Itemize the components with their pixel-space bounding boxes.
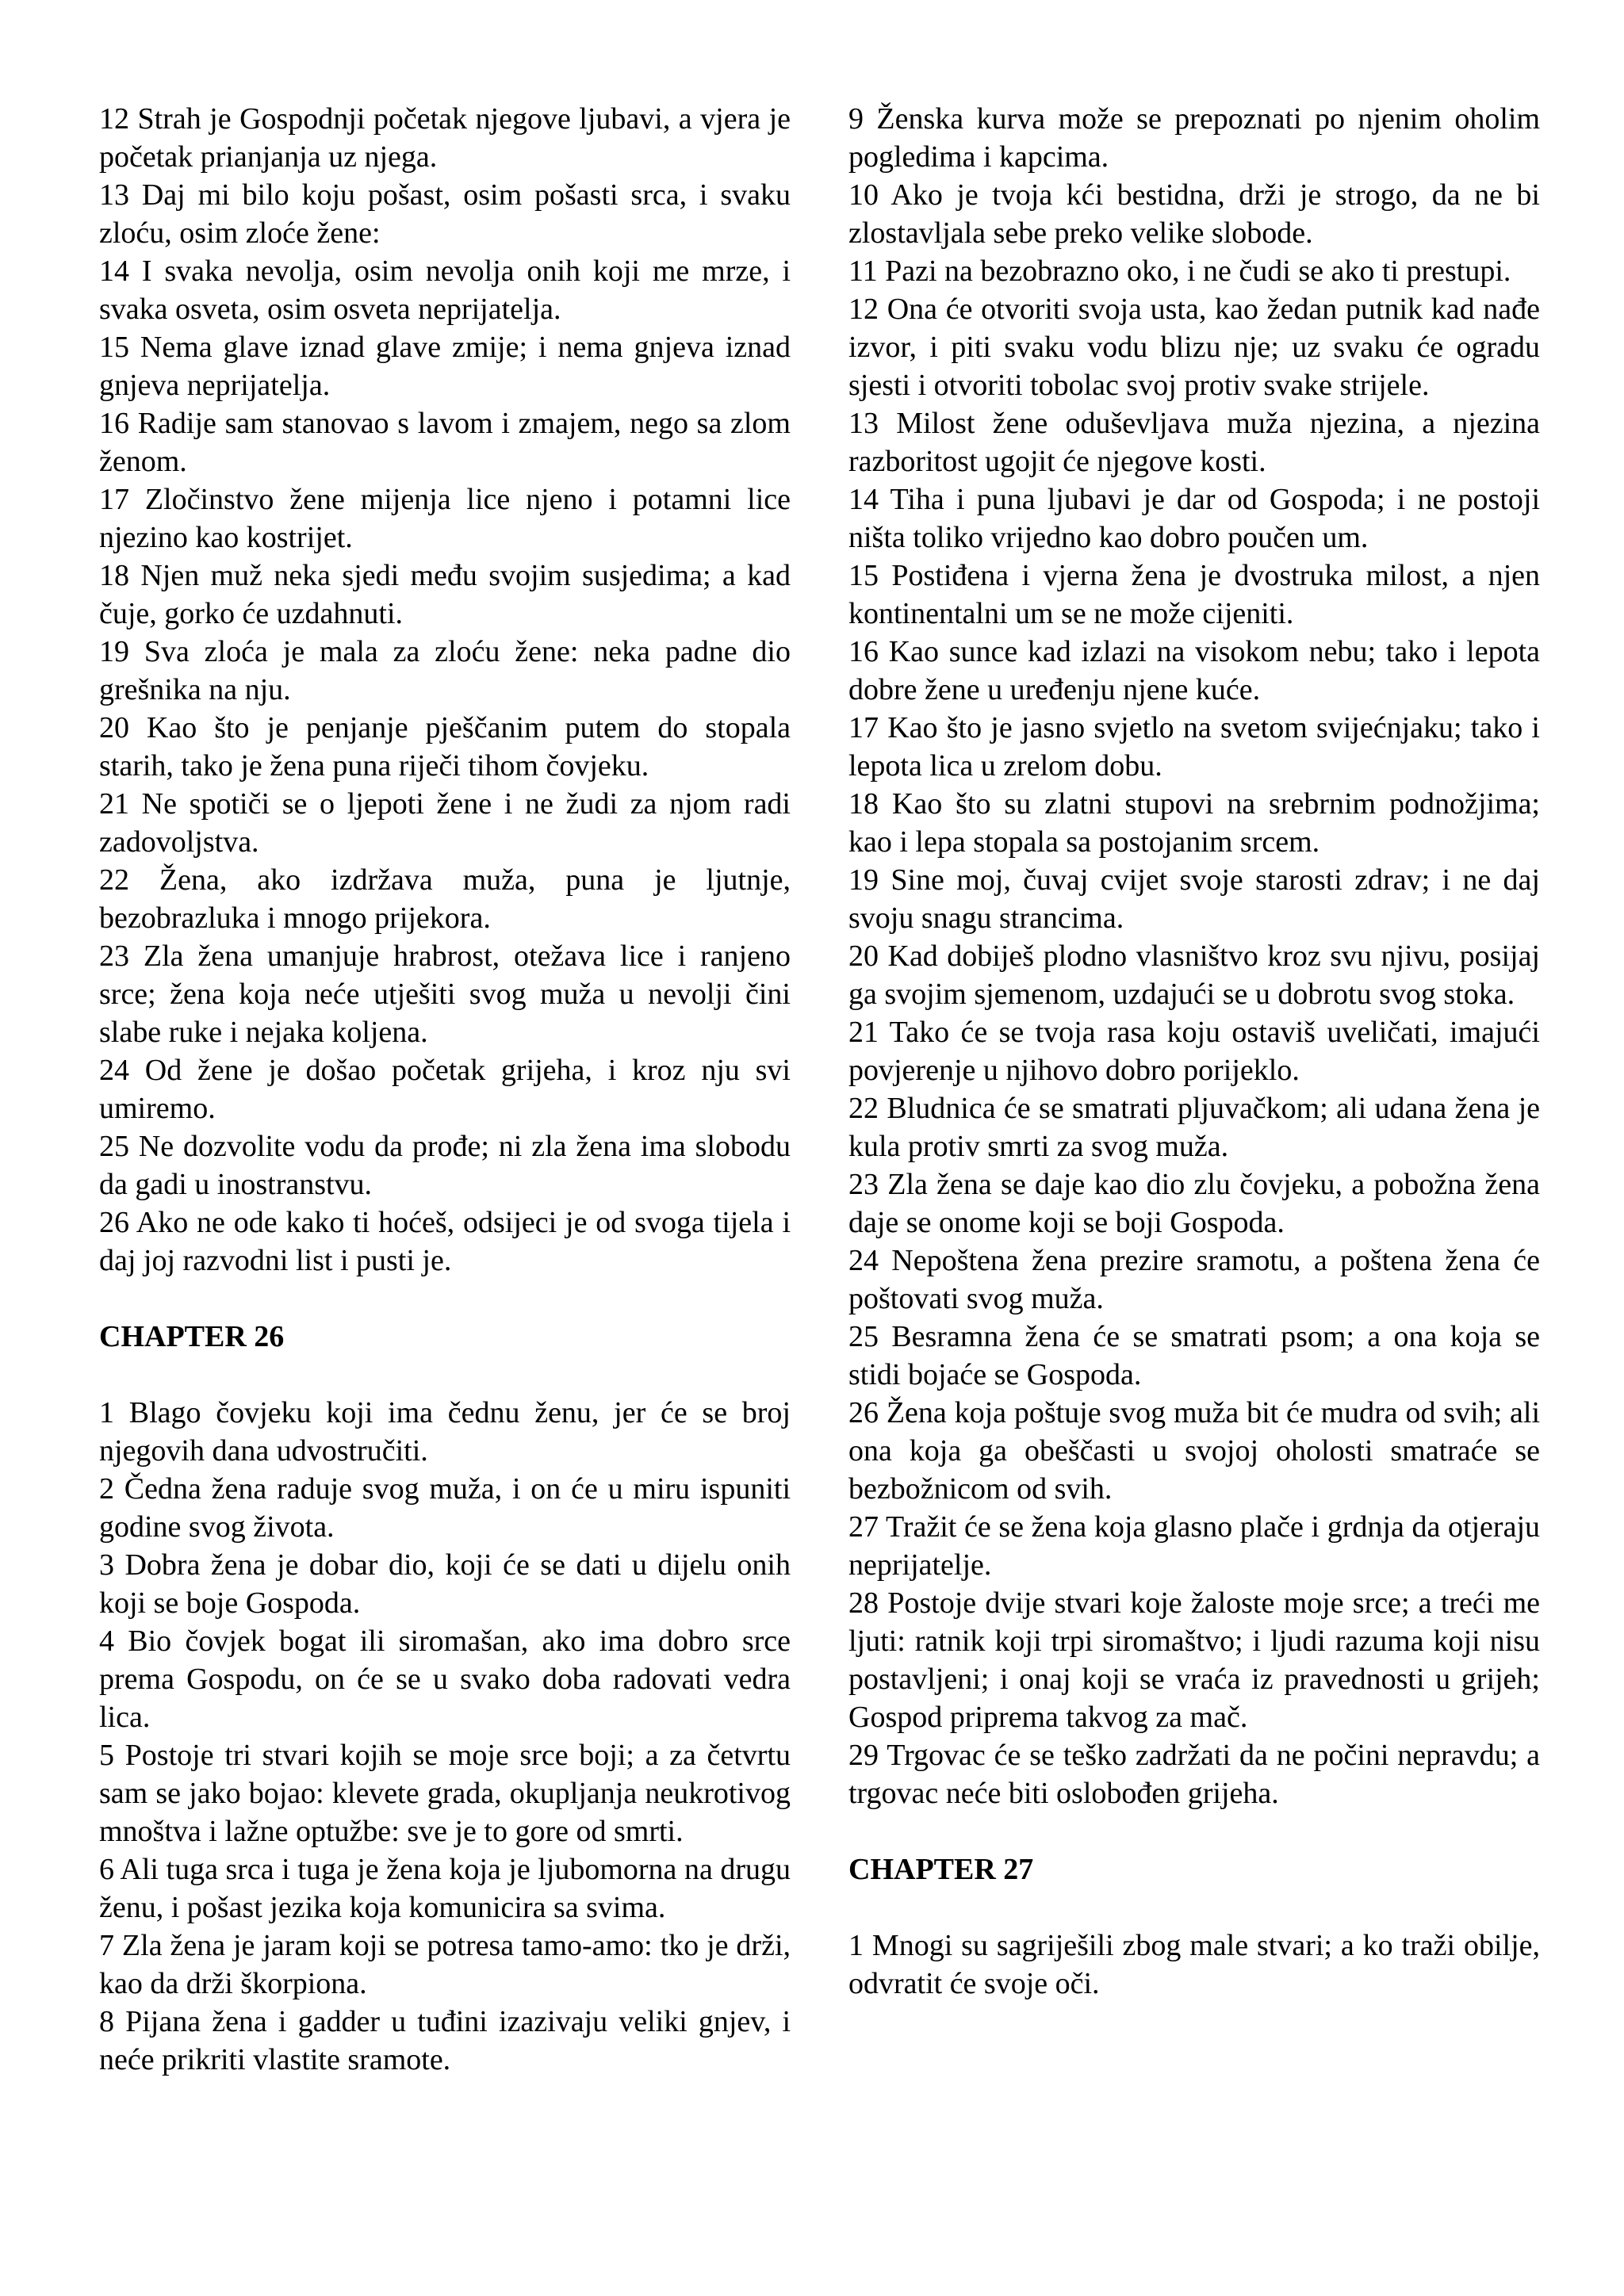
left-column <box>99 100 791 2079</box>
verse: 5 Postoje tri stvari kojih se moje srce boji; a za četvrtu sam se jako bojao: klevete grada, okupljanja neukrotivog mnoštva i lažne optužbe: sve je to gore od smrti. <box>99 1739 791 1848</box>
left-verses-bottom <box>99 1394 791 2079</box>
verse: 19 Sine moj, čuvaj cvijet svoje starosti zdrav; i ne daj svoju snagu strancima. <box>848 863 1540 935</box>
verse: 21 Tako će se tvoja rasa koju ostaviš uveličati, imajući povjerenje u njihovo dobro porijeklo. <box>848 1016 1540 1087</box>
verse: 16 Kao sunce kad izlazi na visokom nebu; tako i lepota dobre žene u uređenju njene kuće. <box>848 635 1540 706</box>
verse: 17 Kao što je jasno svjetlo na svetom svijećnjaku; tako i lepota lica u zrelom dobu. <box>848 711 1540 783</box>
verse: 10 Ako je tvoja kći bestidna, drži je strogo, da ne bi zlostavljala sebe preko velike slobode. <box>848 178 1540 250</box>
verse: 26 Žena koja poštuje svog muža bit će mudra od svih; ali ona koja ga obeščasti u svojoj oholosti smatraće se bezbožnicom od svih. <box>848 1396 1540 1506</box>
verse: 21 Ne spotiči se o ljepoti žene i ne žudi za njom radi zadovoljstva. <box>99 787 791 859</box>
verse: 15 Postiđena i vjerna žena je dvostruka milost, a njen kontinentalni um se ne može cijeniti. <box>848 559 1540 630</box>
verse: 18 Njen muž neka sjedi među svojim susjedima; a kad čuje, gorko će uzdahnuti. <box>99 559 791 630</box>
verse: 12 Strah je Gospodnji početak njegove ljubavi, a vjera je početak prianjanja uz njega. <box>99 102 791 174</box>
verse: 16 Radije sam stanovao s lavom i zmajem, nego sa zlom ženom. <box>99 407 791 478</box>
verse: 18 Kao što su zlatni stupovi na srebrnim podnožjima; kao i lepa stopala sa postojanim srcem. <box>848 787 1540 859</box>
right-verses-bottom <box>848 1927 1540 2003</box>
verse: 23 Zla žena umanjuje hrabrost, otežava lice i ranjeno srce; žena koja neće utješiti svog muža u nevolji čini slabe ruke i nejaka koljena. <box>99 939 791 1049</box>
verse: 4 Bio čovjek bogat ili siromašan, ako ima dobro srce prema Gospodu, on će se u svako doba radovati vedra lica. <box>99 1624 791 1734</box>
verse: 29 Trgovac će se teško zadržati da ne počini nepravdu; a trgovac neće biti oslobođen grijeha. <box>848 1739 1540 1810</box>
verse: 9 Ženska kurva može se prepoznati po njenim oholim pogledima i kapcima. <box>848 102 1540 174</box>
spacer <box>99 1356 791 1394</box>
verse: 19 Sva zloća je mala za zloću žene: neka padne dio grešnika na nju. <box>99 635 791 706</box>
verse: 28 Postoje dvije stvari koje žaloste moje srce; a treći me ljuti: ratnik koji trpi siromaštvo; i ljudi razuma koji nisu postavljeni; i onaj koji se vraća iz pravednosti u grijeh; Gospod priprema takvog za mač. <box>848 1586 1540 1734</box>
verse: 22 Bludnica će se smatrati pljuvačkom; ali udana žena je kula protiv smrti za svog muža. <box>848 1092 1540 1163</box>
verse: 13 Daj mi bilo koju pošast, osim pošasti srca, i svaku zloću, osim zloće žene: <box>99 178 791 250</box>
verse: 15 Nema glave iznad glave zmije; i nema gnjeva iznad gnjeva neprijatelja. <box>99 331 791 402</box>
verse: 2 Čedna žena raduje svog muža, i on će u miru ispuniti godine svog života. <box>99 1472 791 1544</box>
verse: 13 Milost žene oduševljava muža njezina, a njezina razboritost ugojit će njegove kosti. <box>848 407 1540 478</box>
chapter-heading: CHAPTER 26 <box>99 1320 285 1353</box>
verse: 25 Ne dozvolite vodu da prođe; ni zla žena ima slobodu da gadi u inostranstvu. <box>99 1130 791 1201</box>
verse: 1 Blago čovjeku koji ima čednu ženu, jer će se broj njegovih dana udvostručiti. <box>99 1396 791 1468</box>
left-verses-top <box>99 100 791 1280</box>
verse: 11 Pazi na bezobrazno oko, i ne čudi se ako ti prestupi. <box>848 254 1511 288</box>
verse: 7 Zla žena je jaram koji se potresa tamo-amo: tko je drži, kao da drži škorpiona. <box>99 1929 791 2000</box>
verse: 22 Žena, ako izdržava muža, puna je ljutnje, bezobrazluka i mnogo prijekora. <box>99 863 791 935</box>
verse: 25 Besramna žena će se smatrati psom; a ona koja se stidi bojaće se Gospoda. <box>848 1320 1540 1391</box>
verse: 20 Kad dobiješ plodno vlasništvo kroz svu njivu, posijaj ga svojim sjemenom, uzdajući se u dobrotu svog stoka. <box>848 939 1540 1011</box>
chapter-heading: CHAPTER 27 <box>848 1853 1034 1886</box>
verse: 17 Zločinstvo žene mijenja lice njeno i potamni lice njezino kao kostrijet. <box>99 483 791 554</box>
verse: 27 Tražit će se žena koja glasno plače i grdnja da otjeraju neprijatelje. <box>848 1510 1540 1582</box>
right-column <box>848 100 1540 2003</box>
verse: 6 Ali tuga srca i tuga je žena koja je ljubomorna na drugu ženu, i pošast jezika koja komunicira sa svima. <box>99 1853 791 1924</box>
verse: 26 Ako ne ode kako ti hoćeš, odsijeci je od svoga tijela i daj joj razvodni list i pusti je. <box>99 1206 791 1277</box>
verse: 20 Kao što je penjanje pješčanim putem do stopala starih, tako je žena puna riječi tihom čovjeku. <box>99 711 791 783</box>
verse: 23 Zla žena se daje kao dio zlu čovjeku, a pobožna žena daje se onome koji se boji Gospoda. <box>848 1168 1540 1239</box>
verse: 12 Ona će otvoriti svoja usta, kao žedan putnik kad nađe izvor, i piti svaku vodu blizu nje; uz svaku će ogradu sjesti i otvoriti tobolac svoj protiv svake strijele. <box>848 293 1540 402</box>
verse: 8 Pijana žena i gadder u tuđini izazivaju veliki gnjev, i neće prikriti vlastite sramote. <box>99 2005 791 2076</box>
verse: 3 Dobra žena je dobar dio, koji će se dati u dijelu onih koji se boje Gospoda. <box>99 1548 791 1620</box>
verse: 1 Mnogi su sagriješili zbog male stvari; a ko traži obilje, odvratit će svoje oči. <box>848 1929 1540 2000</box>
verse: 14 I svaka nevolja, osim nevolja onih koji me mrze, i svaka osveta, osim osveta neprijatelja. <box>99 254 791 326</box>
right-verses-top <box>848 100 1540 1812</box>
spacer <box>848 1888 1540 1927</box>
verse: 24 Nepoštena žena prezire sramotu, a poštena žena će poštovati svog muža. <box>848 1244 1540 1315</box>
spacer <box>99 1280 791 1318</box>
verse: 14 Tiha i puna ljubavi je dar od Gospoda; i ne postoji ništa toliko vrijedno kao dobro poučen um. <box>848 483 1540 554</box>
verse: 24 Od žene je došao početak grijeha, i kroz nju svi umiremo. <box>99 1054 791 1125</box>
spacer <box>848 1812 1540 1850</box>
